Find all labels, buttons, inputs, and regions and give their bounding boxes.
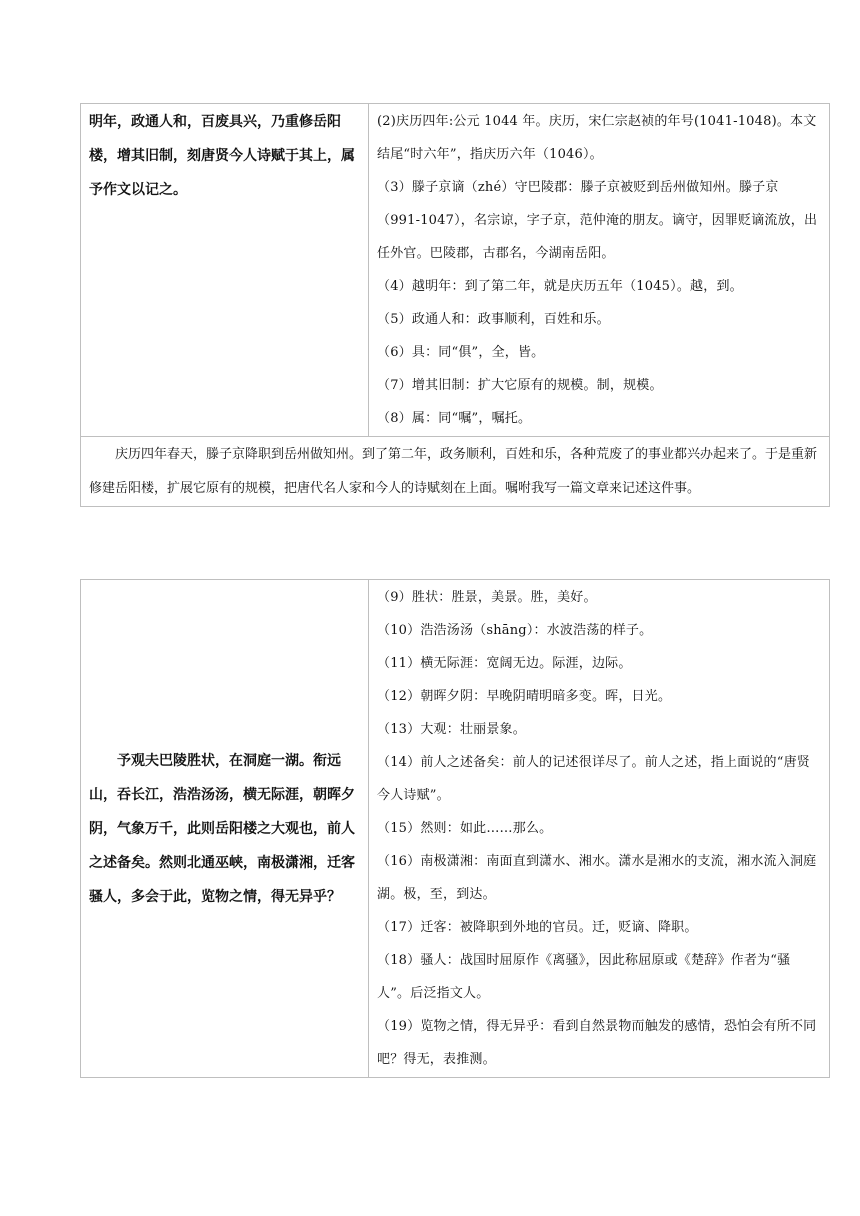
original-text: 明年，政通人和，百废具兴，乃重修岳阳楼，增其旧制，刻唐贤今人诗赋于其上，属予作文以记之。	[89, 114, 355, 198]
note-2: (2)庆历四年:公元 1044 年。庆历，宋仁宗赵祯的年号(1041-1048)。本文结尾“时六年”，指庆历六年（1046）。	[377, 114, 817, 162]
notes-cell	[369, 580, 830, 1078]
note-8: （8）属：同“嘱”，嘱托。	[377, 411, 532, 426]
original-text-cell	[81, 104, 369, 437]
original-text: 予观夫巴陵胜状，在洞庭一湖。衔远山，吞长江，浩浩汤汤，横无际涯，朝晖夕阴，气象万千，此则岳阳楼之大观也，前人之述备矣。然则北通巫峡，南极潇湘，迁客骚人，多会于此，览物之情，得无异乎？	[89, 752, 355, 905]
table-row	[81, 437, 830, 507]
note-5: （5）政通人和：政事顺利，百姓和乐。	[377, 312, 610, 327]
note-6: （6）具：同“俱”，全，皆。	[377, 345, 545, 360]
note-9: （9）胜状：胜景，美景。胜，美好。	[377, 590, 597, 605]
note-10: （10）浩浩汤汤（shāng）：水波浩荡的样子。	[377, 623, 653, 638]
note-4: （4）越明年：到了第二年，就是庆历五年（1045）。越，到。	[377, 279, 743, 294]
note-17: （17）迁客：被降职到外地的官员。迁，贬谪、降职。	[377, 920, 698, 935]
note-18: （18）骚人：战国时屈原作《离骚》，因此称屈原或《楚辞》作者为“骚人”。后泛指文人。	[377, 953, 791, 1001]
note-13: （13）大观：壮丽景象。	[377, 722, 526, 737]
notes-cell	[369, 104, 830, 437]
note-15: （15）然则：如此……那么。	[377, 821, 553, 836]
annotation-table-1	[80, 103, 830, 507]
translation-cell	[81, 437, 830, 507]
translation-text: 庆历四年春天，滕子京降职到岳州做知州。到了第二年，政务顺利，百姓和乐，各种荒废了的事业都兴办起来了。于是重新修建岳阳楼，扩展它原有的规模，把唐代名人家和今人的诗赋刻在上面。嘱咐我写一篇文章来记述这件事。	[89, 447, 818, 496]
note-3: （3）滕子京谪（zhé）守巴陵郡：滕子京被贬到岳州做知州。滕子京（991-1047），名宗谅，字子京，范仲淹的朋友。谪守，因罪贬谪流放，出任外官。巴陵郡，古郡名，今湖南岳阳。	[377, 180, 818, 261]
note-19: （19）览物之情，得无异乎：看到自然景物而触发的感情，恐怕会有所不同吧？得无，表推测。	[377, 1019, 817, 1067]
original-text-cell	[81, 580, 369, 1078]
table-row	[81, 104, 830, 437]
note-11: （11）横无际涯：宽阔无边。际涯，边际。	[377, 656, 632, 671]
notes-list	[369, 104, 829, 436]
note-16: （16）南极潇湘：南面直到潇水、湘水。潇水是湘水的支流，湘水流入洞庭湖。极，至，到达。	[377, 854, 817, 902]
notes-list	[369, 580, 829, 1077]
table-row	[81, 580, 830, 1078]
note-7: （7）增其旧制：扩大它原有的规模。制，规模。	[377, 378, 663, 393]
annotation-table-2	[80, 579, 830, 1078]
note-14: （14）前人之述备矣：前人的记述很详尽了。前人之述，指上面说的“唐贤今人诗赋”。	[377, 755, 810, 803]
note-12: （12）朝晖夕阴：早晚阴晴明暗多变。晖，日光。	[377, 689, 672, 704]
